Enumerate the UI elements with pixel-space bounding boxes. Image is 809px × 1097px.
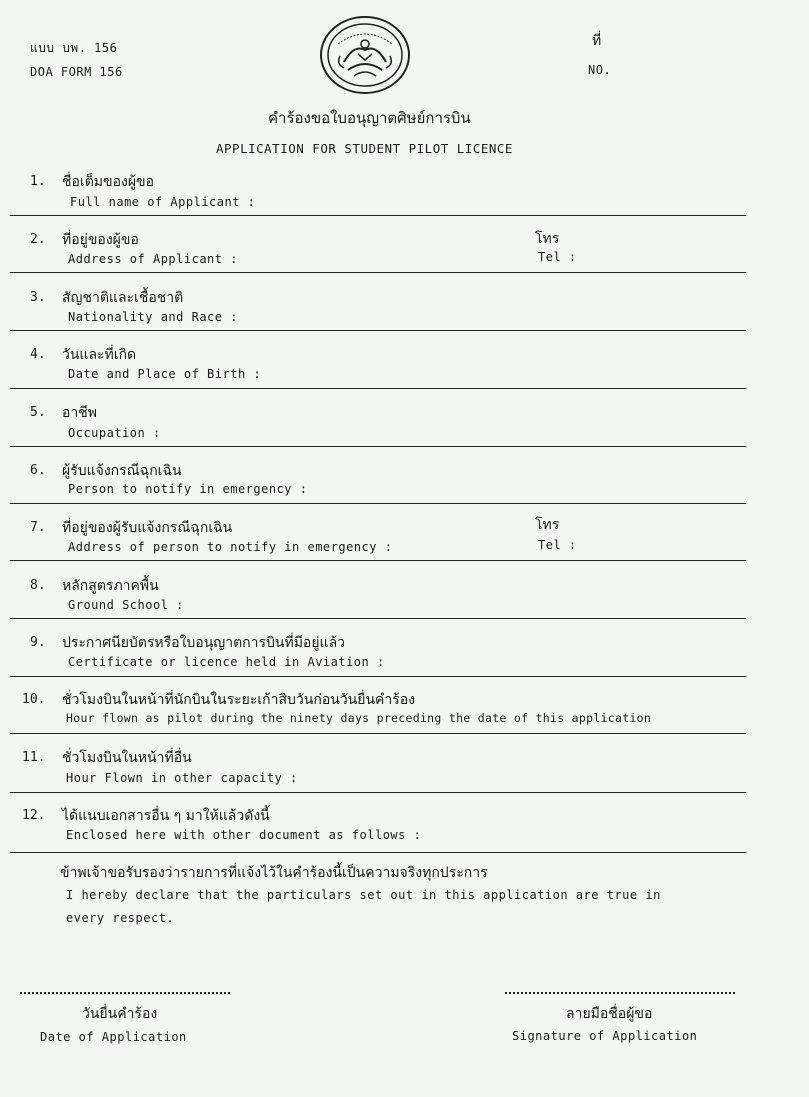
field-1-label-english: Full name of Applicant : [70,195,256,209]
field-8-label-english: Ground School : [68,598,184,612]
form-number-english: DOA FORM 156 [30,65,123,79]
field-11-label-thai: ชั่วโมงบินในหน้าที่อื่น [62,750,192,766]
declaration-thai: ข้าพเจ้าขอรับรองว่ารายการที่แจ้งไว้ในคำร้องนี้เป็นความจริงทุกประการ [60,865,488,881]
field-5-label-english: Occupation : [68,426,161,440]
field-11-number: 11. [22,750,46,765]
field-12-number: 12. [22,808,46,823]
form-title-english: APPLICATION FOR STUDENT PILOT LICENCE [216,141,513,156]
field-1-input-line[interactable] [10,215,746,216]
field-2-label-english: Address of Applicant : [68,252,238,266]
field-5-number: 5. [30,405,46,420]
field-7-tel-english: Tel : [538,538,577,552]
field-10-label-thai: ชั่วโมงบินในหน้าที่นักบินในระยะเก้าสิบวันก่อนวันยื่นคำร้อง [62,692,416,708]
field-11-input-line[interactable] [10,792,746,793]
field-2-input-line[interactable] [10,272,746,273]
field-4-input-line[interactable] [10,388,746,389]
field-3-label-english: Nationality and Race : [68,310,238,324]
field-10-label-english: Hour flown as pilot during the ninety days preceding the date of this application [66,711,652,725]
field-6-label-thai: ผู้รับแจ้งกรณีฉุกเฉิน [62,463,182,479]
field-1-number: 1. [30,174,46,189]
field-3-number: 3. [30,290,46,305]
field-9-label-thai: ประกาศนียบัตรหรือใบอนุญาตการบินที่มีอยู่แล้ว [62,635,346,651]
form-title-thai: คำร้องขอใบอนุญาตศิษย์การบิน [268,109,471,127]
field-2-tel-english: Tel : [538,250,577,264]
field-9-input-line[interactable] [10,676,746,677]
field-4-number: 4. [30,347,46,362]
department-seal-emblem [318,14,412,96]
field-2-tel-thai: โทร [535,231,560,247]
field-8-input-line[interactable] [10,618,746,619]
date-of-application-english: Date of Application [40,1030,187,1044]
field-3-input-line[interactable] [10,330,746,331]
field-9-number: 9. [30,635,46,650]
field-7-number: 7. [30,520,46,535]
document-number-thai-label: ที่ [592,33,602,49]
field-2-label-thai: ที่อยู่ของผู้ขอ [62,232,139,248]
field-6-input-line[interactable] [10,503,746,504]
date-of-application-line[interactable] [20,992,230,994]
field-7-input-line[interactable] [10,560,746,561]
field-4-label-english: Date and Place of Birth : [68,367,262,381]
field-10-input-line[interactable] [10,733,746,734]
field-7-tel-thai: โทร [535,517,560,533]
field-10-number: 10. [22,692,46,707]
field-7-label-thai: ที่อยู่ของผู้รับแจ้งกรณีฉุกเฉิน [62,520,233,536]
signature-english: Signature of Application [512,1029,698,1043]
field-1-label-thai: ชื่อเต็มของผู้ขอ [62,174,155,190]
date-of-application-thai: วันยื่นคำร้อง [82,1006,158,1022]
field-6-number: 6. [30,463,46,478]
field-2-number: 2. [30,232,46,247]
field-12-label-english: Enclosed here with other document as follows : [66,828,422,842]
signature-thai: ลายมือชื่อผู้ขอ [566,1006,653,1022]
document-number-label: NO. [588,63,612,77]
form-number-thai: แบบ บพ. 156 [30,41,118,55]
field-8-label-thai: หลักสูตรภาคพื้น [62,578,159,594]
field-11-label-english: Hour Flown in other capacity : [66,771,298,785]
field-12-input-line[interactable] [10,852,746,853]
field-8-number: 8. [30,578,46,593]
signature-line[interactable] [505,992,735,994]
declaration-english-line-1: I hereby declare that the particulars set out in this application are true in [66,888,661,902]
field-4-label-thai: วันและที่เกิด [62,347,137,363]
field-7-label-english: Address of person to notify in emergency : [68,540,393,554]
field-6-label-english: Person to notify in emergency : [68,482,308,496]
declaration-english-line-2: every respect. [66,911,175,925]
field-12-label-thai: ได้แนบเอกสารอื่น ๆ มาให้แล้วดังนี้ [62,808,270,824]
field-3-label-thai: สัญชาติและเชื้อชาติ [62,290,184,306]
field-9-label-english: Certificate or licence held in Aviation : [68,655,385,669]
field-5-label-thai: อาชีพ [62,405,97,421]
field-5-input-line[interactable] [10,446,746,447]
